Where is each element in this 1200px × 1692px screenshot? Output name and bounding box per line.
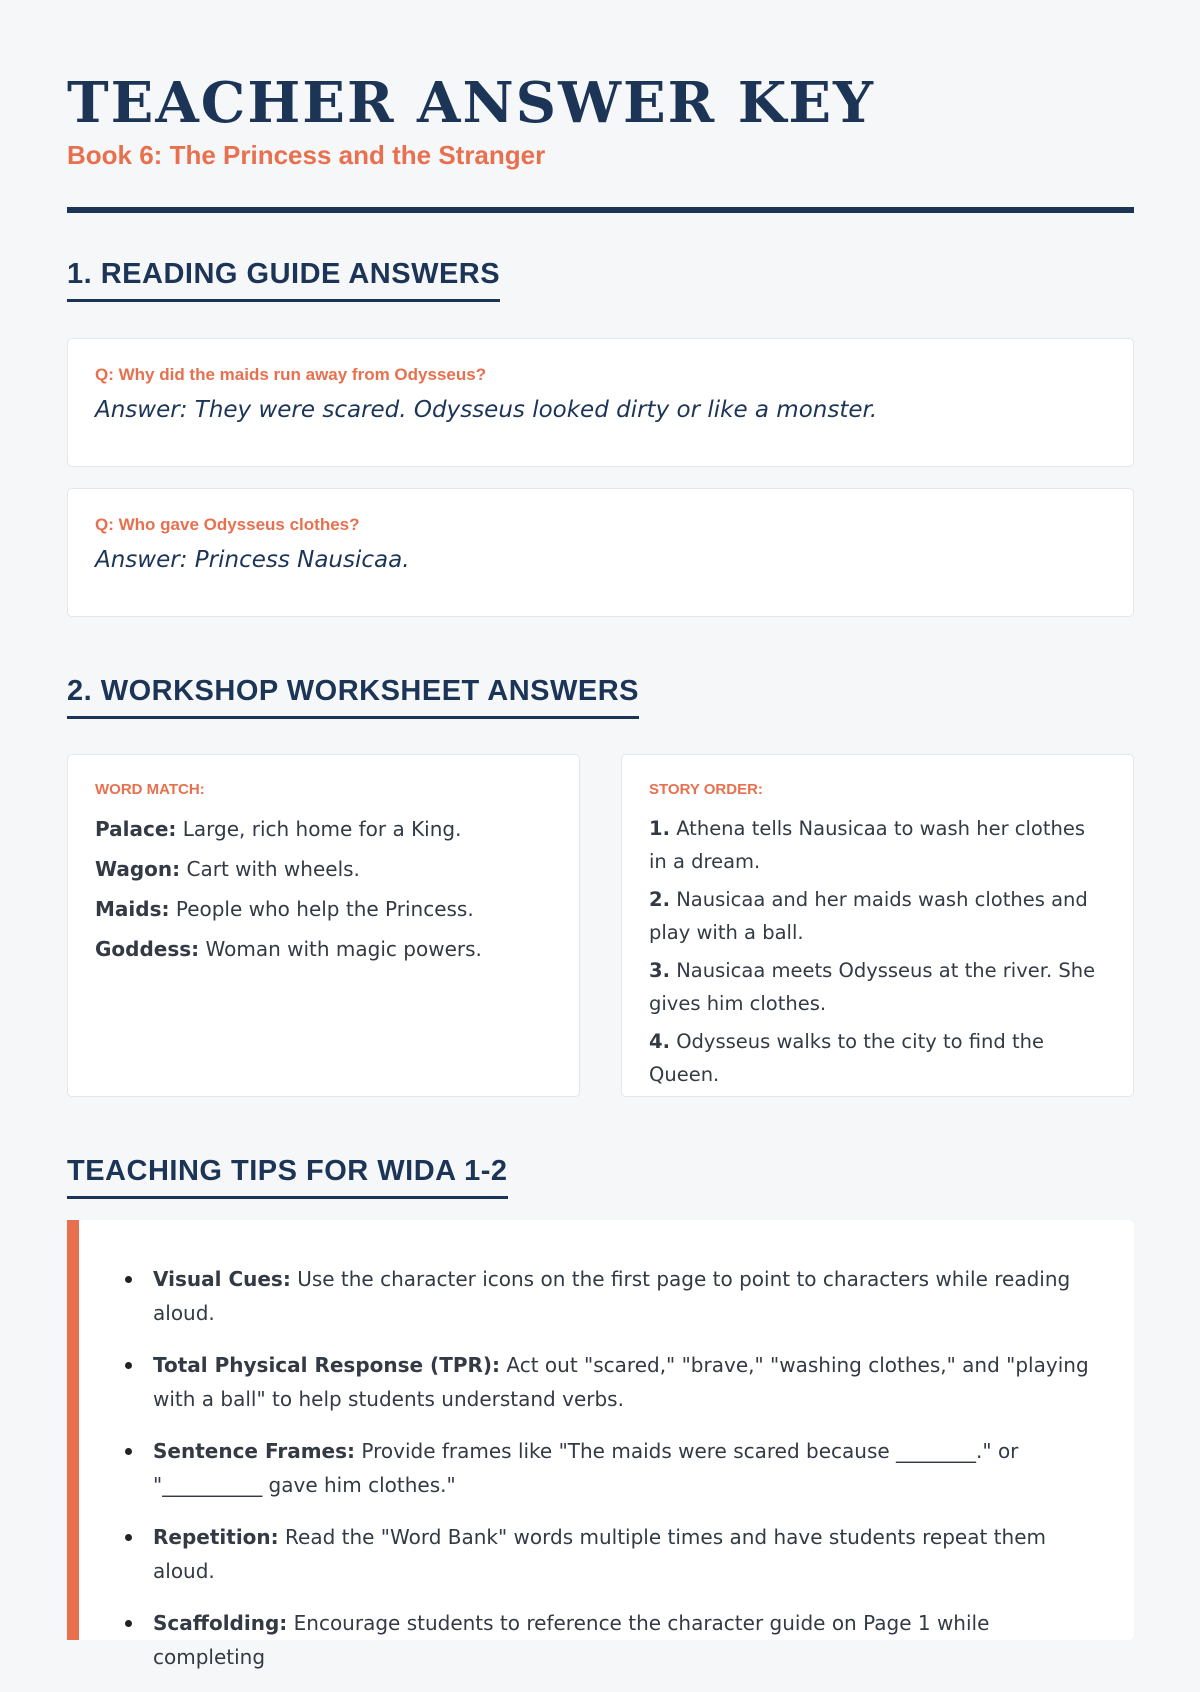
tip-term: Sentence Frames: [153, 1439, 356, 1463]
term: Wagon: [95, 857, 181, 881]
story-order-item [649, 1025, 1106, 1091]
tip-text: Use the character icons on the first page to point to characters while reading aloud. [153, 1267, 1071, 1325]
word-match-item [95, 892, 552, 926]
word-match-card [67, 754, 580, 1097]
definition: Woman with magic powers. [205, 937, 482, 961]
tip-item [153, 1520, 1103, 1588]
tip-term: Visual Cues: [153, 1267, 291, 1291]
word-match-item [95, 852, 552, 886]
word-match-label: WORD MATCH: [95, 781, 205, 798]
section-heading-workshop: 2. WORKSHOP WORKSHEET ANSWERS [67, 675, 639, 719]
tip-text: Read the "Word Bank" words multiple times and have students repeat them aloud. [153, 1525, 1046, 1583]
story-order-label: STORY ORDER: [649, 781, 763, 798]
step-number: 3. [649, 959, 670, 982]
term: Palace: [95, 817, 177, 841]
story-order-card [621, 754, 1134, 1097]
tip-text: Act out "scared," "brave," "washing clothes," and "playing with a ball" to help students understand verbs. [153, 1353, 1089, 1411]
tip-item [153, 1262, 1103, 1330]
word-match-item [95, 812, 552, 846]
question-text: Q: Who gave Odysseus clothes? [95, 515, 360, 534]
teaching-tips-card [67, 1220, 1134, 1669]
answer-text: Answer: Princess Nausicaa. [95, 547, 410, 573]
tip-item [153, 1348, 1103, 1416]
definition: People who help the Princess. [175, 897, 474, 921]
tip-text: Provide frames like "The maids were scared because ________." or "__________ gave him clothes." [153, 1439, 1019, 1497]
tip-term: Total Physical Response (TPR): [153, 1353, 501, 1377]
term: Goddess: [95, 937, 200, 961]
term: Maids: [95, 897, 170, 921]
title-divider [67, 207, 1134, 213]
tip-text: Encourage students to reference the character guide on Page 1 while completing [153, 1611, 990, 1669]
definition: Large, rich home for a King. [182, 817, 462, 841]
step-number: 4. [649, 1030, 670, 1053]
book-subtitle: Book 6: The Princess and the Stranger [67, 140, 546, 170]
section-heading-reading-guide: 1. READING GUIDE ANSWERS [67, 258, 500, 302]
step-text: Nausicaa meets Odysseus at the river. She gives him clothes. [649, 959, 1096, 1015]
tip-term: Scaffolding: [153, 1611, 288, 1635]
step-text: Odysseus walks to the city to find the Queen. [649, 1030, 1044, 1086]
answer-text: Answer: They were scared. Odysseus looked dirty or like a monster. [95, 397, 878, 423]
word-match-item [95, 932, 552, 966]
accent-bar [67, 1220, 79, 1640]
tip-term: Repetition: [153, 1525, 279, 1549]
tip-item [153, 1606, 1103, 1674]
story-order-item [649, 954, 1106, 1020]
tip-item [153, 1434, 1103, 1502]
step-number: 2. [649, 888, 670, 911]
qa-card [67, 488, 1134, 617]
step-text: Nausicaa and her maids wash clothes and play with a ball. [649, 888, 1088, 944]
story-order-item [649, 812, 1106, 878]
qa-card [67, 338, 1134, 467]
question-text: Q: Why did the maids run away from Odysseus? [95, 365, 487, 384]
tips-list [153, 1262, 1103, 1692]
section-heading-teaching-tips: TEACHING TIPS FOR WIDA 1-2 [67, 1155, 508, 1199]
page-title: TEACHER ANSWER KEY [67, 70, 876, 136]
step-number: 1. [649, 817, 670, 840]
definition: Cart with wheels. [186, 857, 360, 881]
step-text: Athena tells Nausicaa to wash her clothes in a dream. [649, 817, 1086, 873]
story-order-item [649, 883, 1106, 949]
